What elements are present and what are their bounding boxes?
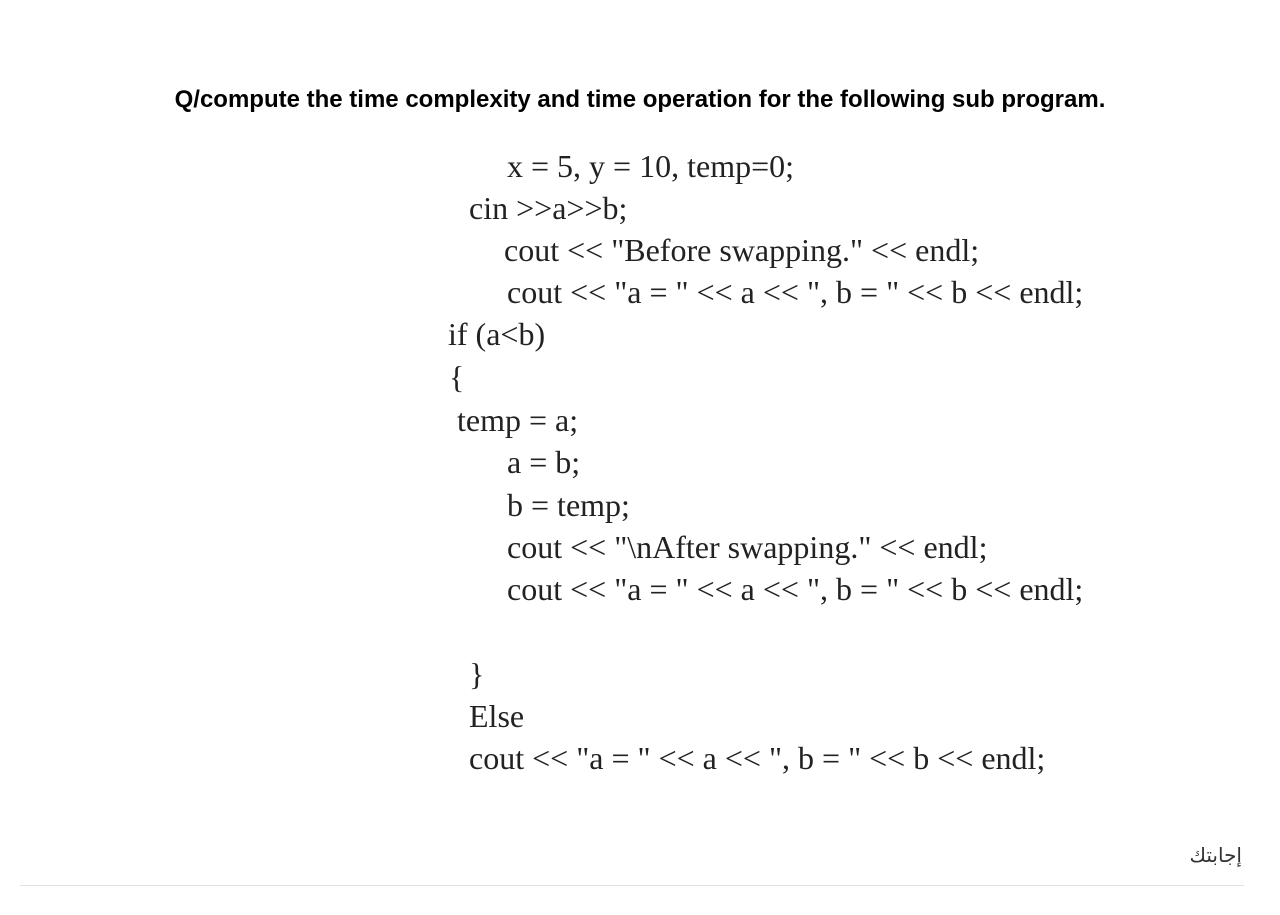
code-line: Else	[469, 698, 525, 734]
code-line: }	[469, 656, 485, 692]
code-line: cout << "a = " << a << ", b = " << b << endl;	[469, 740, 1046, 776]
code-line: b = temp;	[507, 487, 630, 523]
code-line: if (a<b)	[448, 316, 546, 352]
code-line: temp = a;	[457, 402, 579, 438]
code-line: cout << "Before swapping." << endl;	[504, 232, 980, 268]
code-line: x = 5, y = 10, temp=0;	[507, 148, 795, 184]
code-line: cout << "\nAfter swapping." << endl;	[507, 529, 988, 565]
code-line: cout << "a = " << a << ", b = " << b << endl;	[507, 571, 1084, 607]
answer-divider	[20, 885, 1244, 886]
code-line: cout << "a = " << a << ", b = " << b << endl;	[507, 274, 1084, 310]
code-line: {	[449, 359, 465, 395]
code-line: cin >>a>>b;	[469, 190, 628, 226]
code-line: a = b;	[507, 444, 581, 480]
question-text: Q/compute the time complexity and time operation for the following sub program.	[174, 86, 1106, 113]
answer-label: إجابتك	[1189, 843, 1242, 867]
